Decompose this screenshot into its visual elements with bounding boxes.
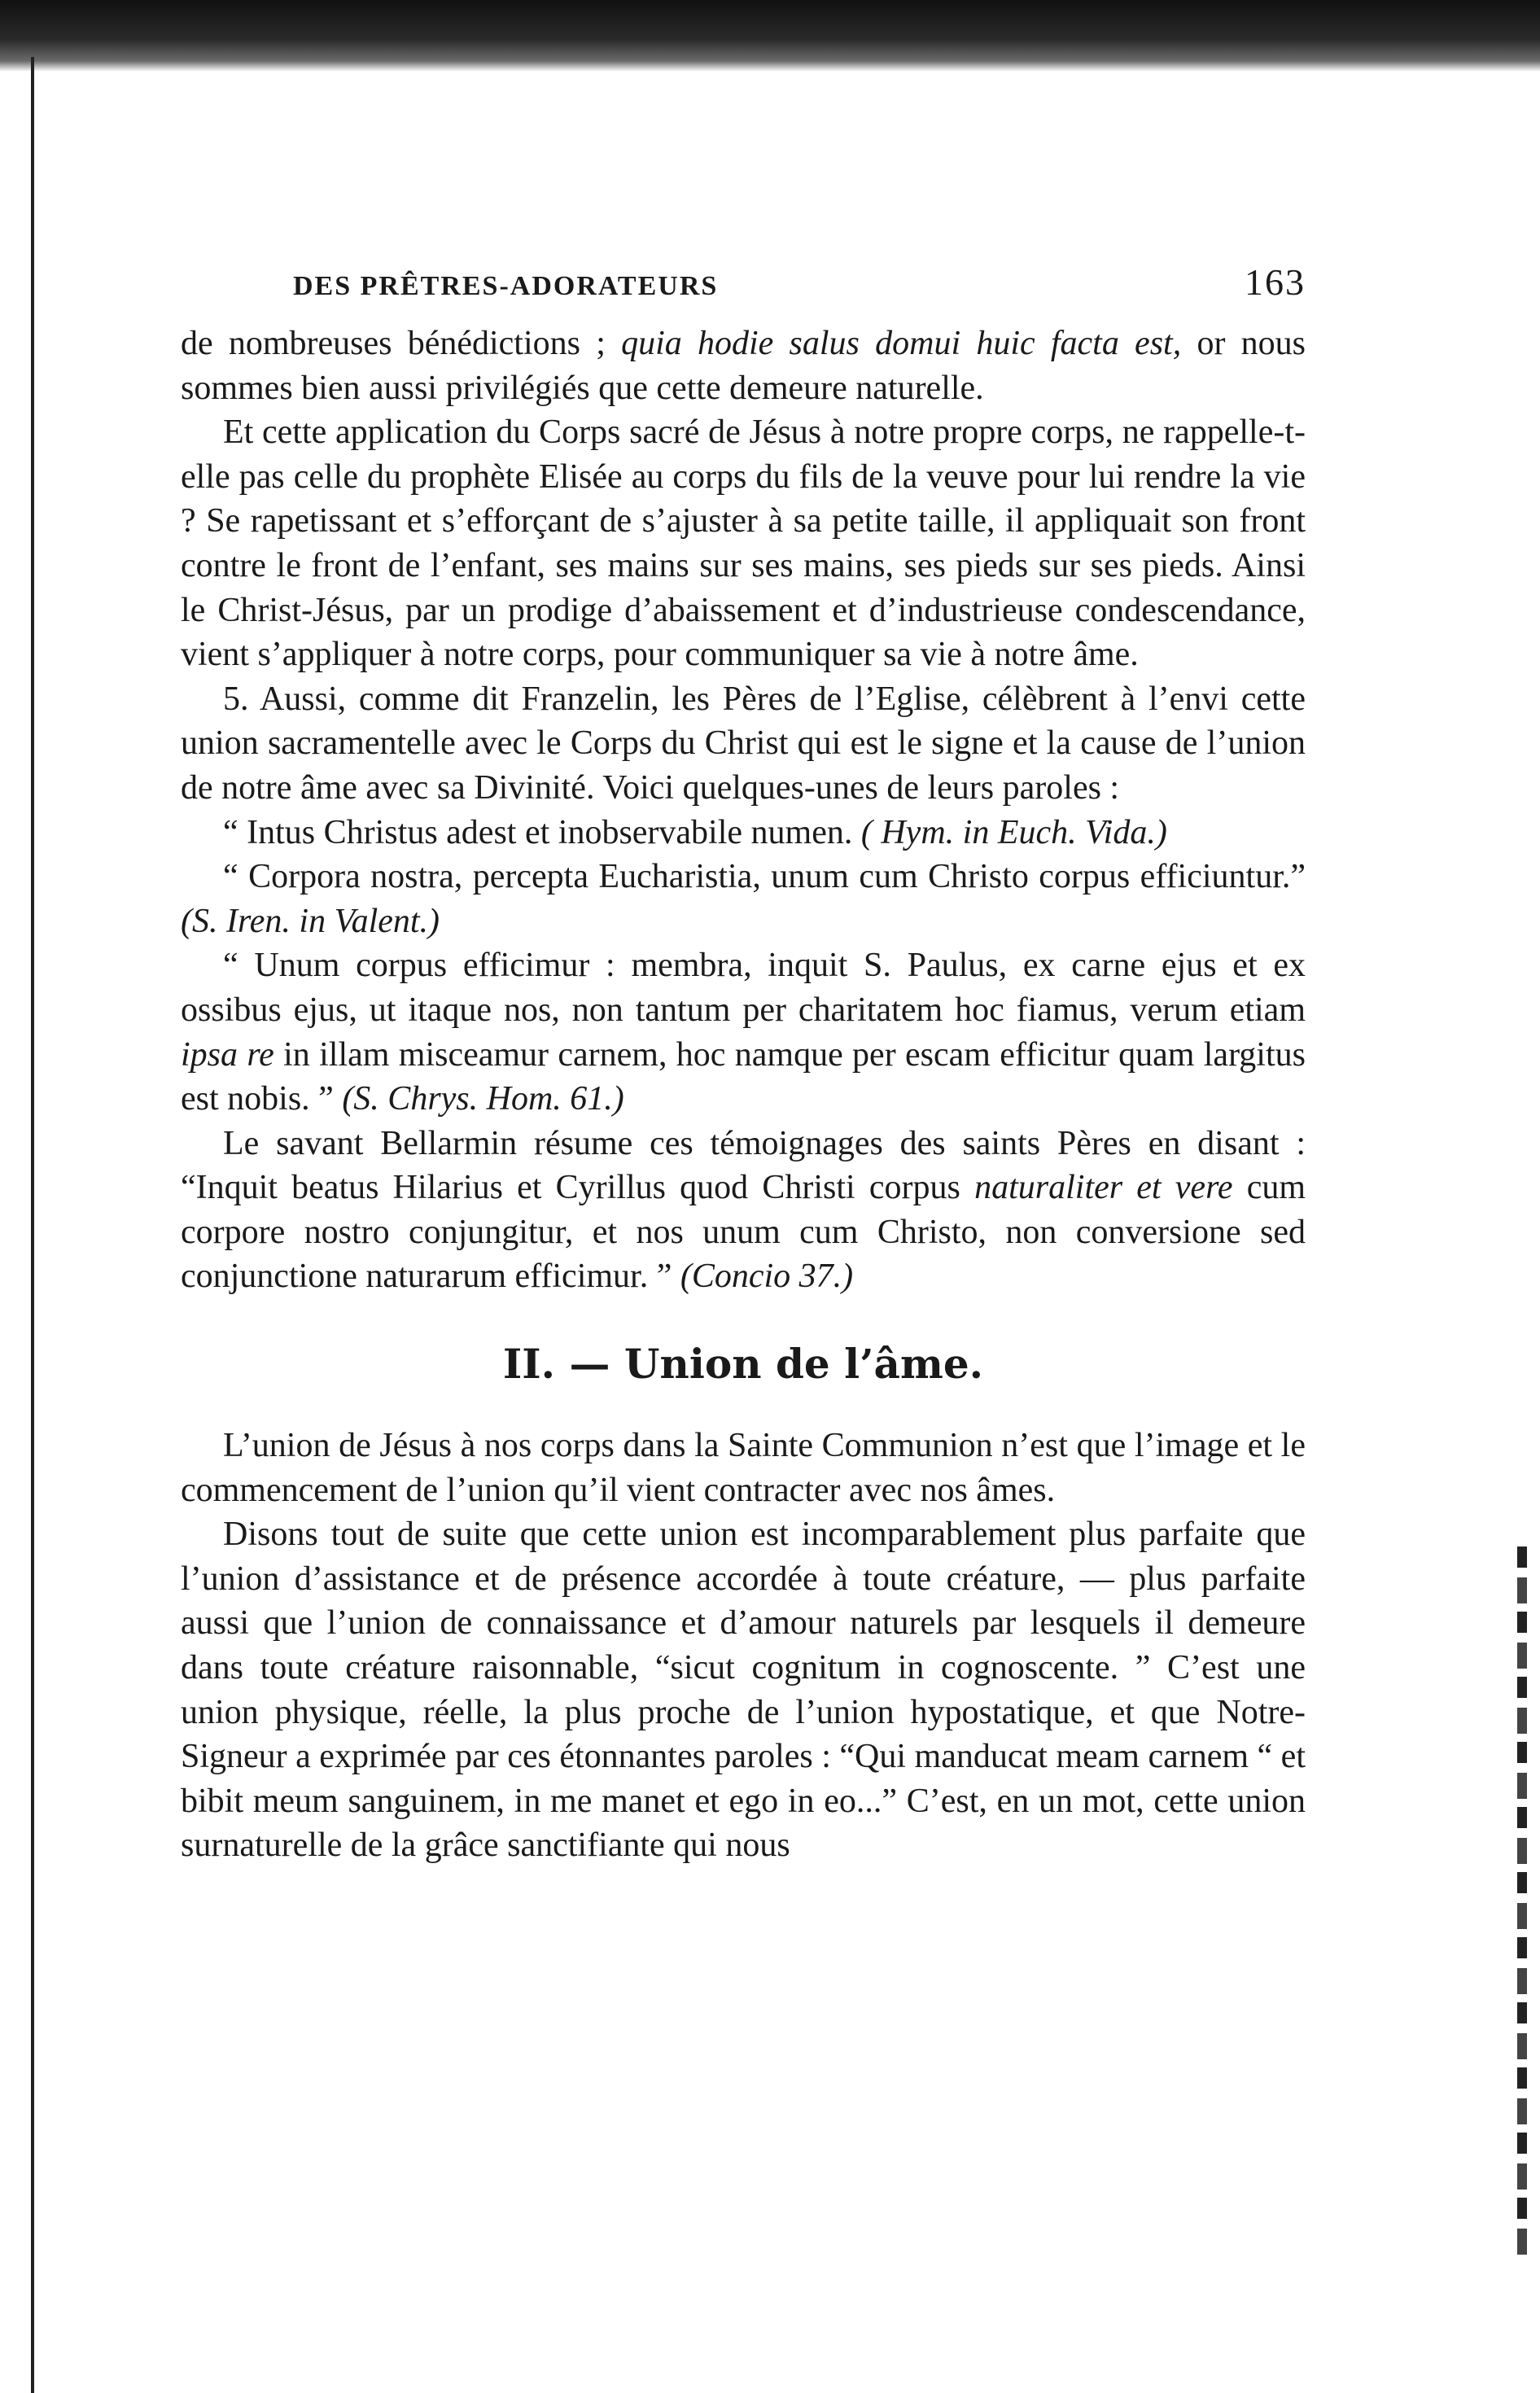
italic-text: quia hodie salus domui huic facta est, [621, 325, 1182, 362]
text-run: “ Intus Christus adest et inobservabile numen. [223, 813, 861, 851]
scan-top-edge [0, 0, 1540, 72]
page-number: 163 [1245, 261, 1306, 303]
body-text [181, 322, 1306, 1299]
paragraph [181, 943, 1306, 1121]
text-run: Le savant Bellarmin résume ces témoignages des saints Pères en disant : “Inquit beatus Hilarius et Cyrillus quod Christi corpus [181, 1124, 1306, 1207]
italic-text: ipsa re [181, 1035, 274, 1074]
paragraph [181, 855, 1306, 943]
paragraph [181, 677, 1306, 811]
body-text-continued [181, 1424, 1306, 1868]
paragraph [181, 811, 1306, 855]
italic-text: (S. Chrys. Hom. 61.) [342, 1080, 624, 1118]
italic-text: naturaliter et vere [974, 1169, 1233, 1207]
italic-text: (Concio 37.) [680, 1258, 854, 1296]
running-title: DES PRÊTRES-ADORATEURS [293, 271, 719, 301]
text-run: “ Unum corpus efficimur : membra, inquit S. Paulus, ex carne ejus et ex ossibus ejus, ut itaque nos, non tantum per charitatem hoc fiamus, verum etiam [181, 947, 1306, 1029]
text-run: or nous sommes bien aussi privilégiés que cette demeure naturelle. [181, 325, 1306, 407]
paragraph [181, 322, 1306, 410]
text-run: 5. Aussi, comme dit Franzelin, les Pères de l’Eglise, célèbrent à l’envi cette union sacramentelle avec le Corps du Christ qui est le signe et la cause de l’union de notre âme avec sa Divinité. Voici quelques-unes de leurs paroles : [181, 680, 1306, 807]
italic-text: (S. Iren. in Valent.) [181, 902, 440, 940]
text-run: cum corpore nostro conjungitur, et nos unum cum Christo, non conversione sed conjunctione naturarum efficimur. ” [181, 1169, 1306, 1296]
book-page [181, 260, 1306, 1868]
paragraph [181, 1512, 1306, 1868]
text-run: Et cette application du Corps sacré de Jésus à notre propre corps, ne rappelle-t-elle pas celle du prophète Elisée au corps du fils de la veuve pour lui rendre la vie ? Se rapetissant et s’efforçant de s’ajuster à sa petite taille, il appliquait son front contre le front de l’enfant, ses mains sur ses mains, ses pieds sur ses pieds. Ainsi le Christ-Jésus, par un prodige d’abaissement et d’industrieuse condescendance, vient s’appliquer à notre corps, pour communiquer sa vie à notre âme. [181, 413, 1306, 674]
paragraph [181, 410, 1306, 677]
italic-text: ( Hym. in Euch. Vida.) [860, 813, 1167, 851]
text-run: L’union de Jésus à nos corps dans la Sainte Communion n’est que l’image et le commencement de l’union qu’il vient contracter avec nos âmes. [181, 1427, 1306, 1509]
text-run: in illam misceamur carnem, hoc namque per escam efficitur quam largitus est nobis. ” [181, 1035, 1306, 1118]
scan-left-edge [31, 57, 34, 2393]
paragraph [181, 1122, 1306, 1299]
running-head [181, 260, 1306, 304]
scan-right-edge [1517, 1546, 1527, 2263]
paragraph [181, 1424, 1306, 1512]
text-run: “ Corpora nostra, percepta Eucharistia, unum cum Christo corpus efficiuntur.” [223, 858, 1306, 896]
text-run: de nombreuses bénédictions ; [181, 325, 622, 362]
text-run: Disons tout de suite que cette union est incomparablement plus parfaite que l’union d’assistance et de présence accordée à toute créature, — plus parfaite aussi que l’union de connaissance et d’amour naturels par lesquels il demeure dans toute créature raisonnable, “sicut cognitum in cognoscente. ” C’est une union physique, réelle, la plus proche de l’union hypostatique, et que Notre-Signeur a exprimée par ces étonnantes paroles : “Qui manducat meam carnem “ et bibit meum sanguinem, in me manet et ego in eo...” C’est, en un mot, cette union surnaturelle de la grâce sanctifiante qui nous [181, 1516, 1306, 1865]
section-title: II. — Union de l’âme. [502, 1340, 984, 1389]
